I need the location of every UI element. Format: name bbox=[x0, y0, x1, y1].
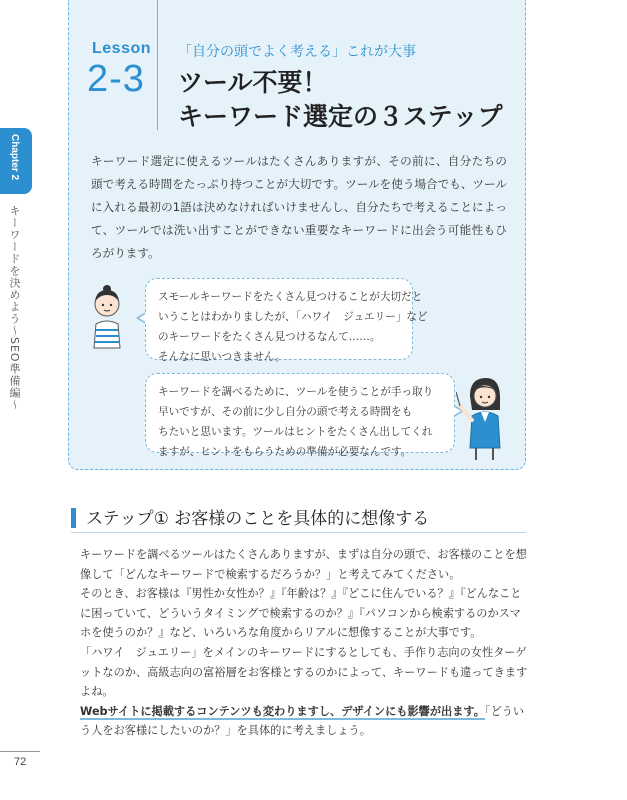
lesson-kicker: 「自分の頭でよく考える」これが大事 bbox=[178, 44, 416, 60]
girl-character-illustration bbox=[82, 282, 132, 350]
highlighted-text: Webサイトに掲載するコンテンツも変わりますし、デザインにも影響が出ます。 bbox=[80, 704, 485, 718]
chapter-title: キーワードを決めよう～SEO準備編～ bbox=[8, 205, 21, 411]
body-paragraph: 「ハワイ ジュエリー」をメインのキーワードにするとしても、手作り志向の女性ターゲットなのか、高級志向の富裕層をお客様とするのかによって、キーワードも違ってきますよね。 bbox=[80, 645, 528, 699]
body-paragraph: そのとき、お客様は『男性か女性か？』『年齢は？』『どこに住んでいる？』『どんなことに困っていて、どういうタイミングで検索するのか？』『パソコンから検索するのかスマホを使うのか？』など、いろいろな角度からリアルに想像することが大事です。 bbox=[80, 587, 522, 640]
lesson-number: 2-3 bbox=[87, 58, 145, 100]
body-paragraph bbox=[69, 702, 529, 741]
intro-paragraph: キーワード選定に使えるツールはたくさんありますが、その前に、自分たちの頭で考える時間をたっぷり持つことが大切です。ツールを使う場合でも、ツールに入れる最初の1語は決めなければいけませんし、自分たちで考えることによって、ツールでは洗い出すことができない重要なキーワードに出会う可能性もひろがります。 bbox=[91, 154, 507, 260]
bubble-line: のキーワードをたくさん見つけるなんて……。 bbox=[158, 331, 381, 343]
chapter-tab bbox=[0, 128, 32, 194]
title-line-1: ツール不要！ bbox=[178, 68, 328, 97]
page-number: 72 bbox=[14, 756, 27, 768]
teacher-character-illustration bbox=[456, 370, 512, 462]
body-paragraph: キーワードを調べるツールはたくさんありますが、まずは自分の頭で、お客様のことを想像して「どんなキーワードで検索するだろうか？」と考えてみてください。 bbox=[80, 548, 527, 581]
header-divider bbox=[157, 0, 158, 130]
page-title bbox=[178, 66, 503, 134]
footer-rule bbox=[0, 751, 40, 752]
title-line-2: キーワード選定の３ステップ bbox=[178, 102, 503, 131]
chapter-tab-label: Chapter 2 bbox=[9, 134, 20, 181]
bubble-line: ますが、ヒントをもらうための準備が必要なんです。 bbox=[158, 446, 412, 458]
bubble-line: そんなに思いつきません。 bbox=[158, 351, 286, 363]
speech-bubble-student bbox=[145, 278, 428, 363]
bubble-tail-fill bbox=[139, 313, 147, 323]
step-heading: ステップ① お客様のことを具体的に想像する bbox=[86, 509, 430, 529]
lesson-label: Lesson bbox=[92, 40, 152, 57]
speech-bubble-teacher bbox=[145, 373, 455, 458]
bubble-line: 早いですが、その前に少し自分の頭で考える時間をも bbox=[158, 406, 413, 418]
step-heading-rule bbox=[71, 532, 526, 533]
step-heading-bar bbox=[71, 508, 76, 528]
body-text-rest: 「どういう人をお客様にしたいのか？」を具体的に考えましょう。 bbox=[80, 704, 525, 738]
bubble-line: スモールキーワードをたくさん見つけることが大切だと bbox=[158, 291, 423, 303]
bubble-line: いうことはわかりましたが、「ハワイ ジュエリー」など bbox=[158, 311, 428, 323]
bubble-line: キーワードを調べるために、ツールを使うことが手っ取り bbox=[158, 386, 434, 398]
bubble-line: ちたいと思います。ツールはヒントをたくさん出してくれ bbox=[158, 426, 433, 438]
body-text bbox=[69, 545, 529, 741]
